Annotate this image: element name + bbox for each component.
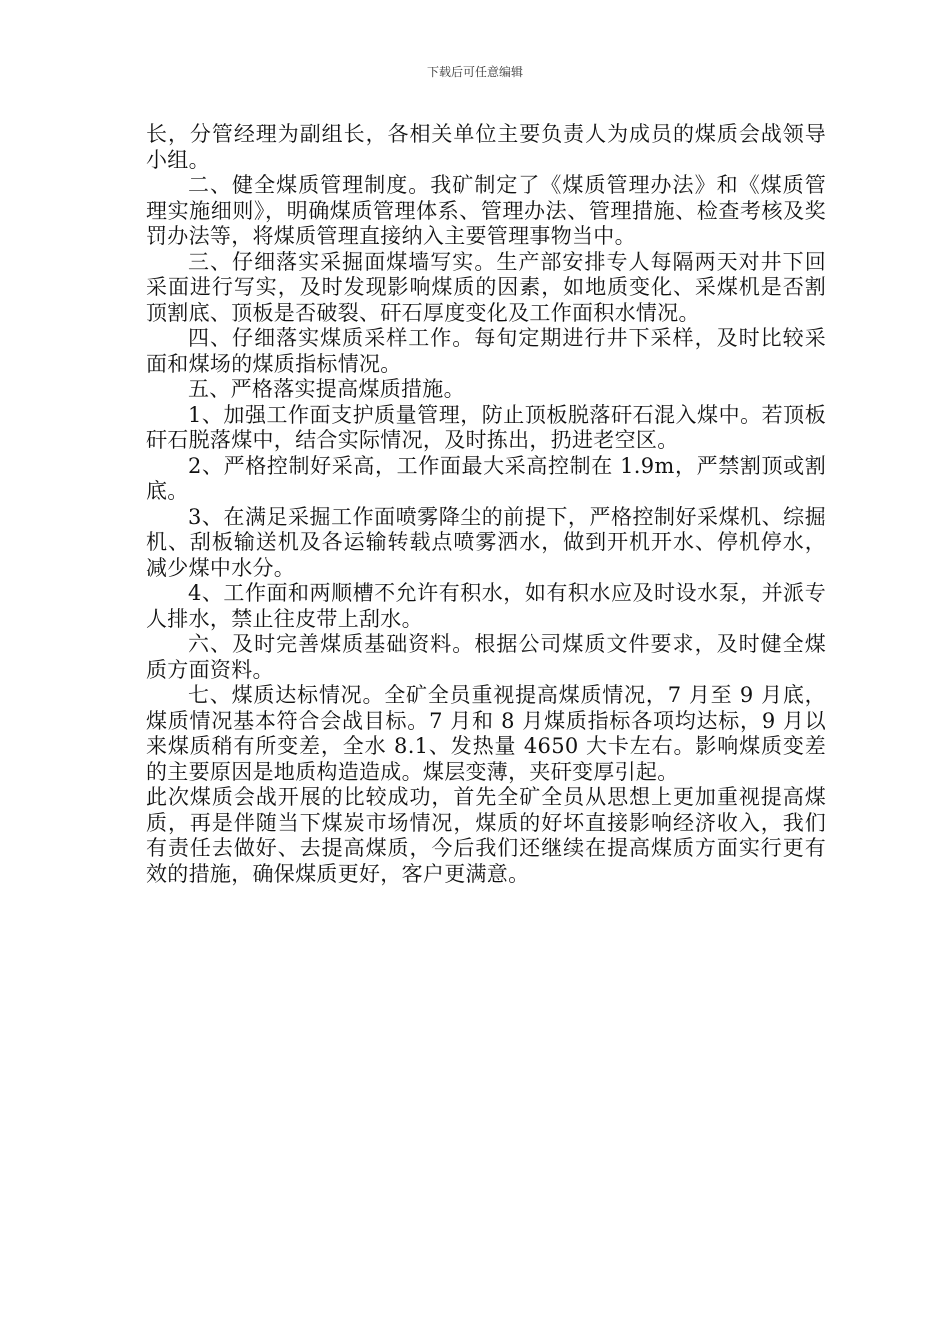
paragraph-measure-1: 1、加强工作面支护质量管理，防止顶板脱落矸石混入煤中。若顶板矸石脱落煤中，结合实际情况，及时拣出，扔进老空区。	[146, 402, 826, 452]
paragraph-sampling-work: 四、仔细落实煤质采样工作。每旬定期进行井下采样，及时比较采面和煤场的煤质指标情况。	[146, 326, 826, 376]
paragraph-compliance-status: 七、煤质达标情况。全矿全员重视提高煤质情况，7 月至 9 月底，煤质情况基本符合会战目标。7 月和 8 月煤质指标各项均达标，9 月以来煤质稍有所变差，全水 8.1、发热量 4650 大卡左右。影响煤质变差的主要原因是地质构造造成。煤层变薄，夹矸变厚引起。	[146, 683, 826, 784]
paragraph-conclusion: 此次煤质会战开展的比较成功，首先全矿全员从思想上更加重视提高煤质，再是伴随当下煤炭市场情况，煤质的好坏直接影响经济收入，我们有责任去做好、去提高煤质，今后我们还继续在提高煤质方面实行更有效的措施，确保煤质更好，客户更满意。	[146, 785, 826, 886]
paragraph-basic-data: 六、及时完善煤质基础资料。根据公司煤质文件要求，及时健全煤质方面资料。	[146, 632, 826, 682]
paragraph-coal-wall-record: 三、仔细落实采掘面煤墙写实。生产部安排专人每隔两天对井下回采面进行写实，及时发现影响煤质的因素，如地质变化、采煤机是否割顶割底、顶板是否破裂、矸石厚度变化及工作面积水情况。	[146, 249, 826, 325]
paragraph-management-system: 二、健全煤质管理制度。我矿制定了《煤质管理办法》和《煤质管理实施细则》，明确煤质管理体系、管理办法、管理措施、检查考核及奖罚办法等，将煤质管理直接纳入主要管理事物当中。	[146, 173, 826, 248]
paragraph-leading-committee: 长，分管经理为副组长，各相关单位主要负责人为成员的煤质会战领导小组。	[146, 122, 826, 172]
page-header: 下载后可任意编辑	[426, 65, 523, 79]
paragraph-quality-measures-heading: 五、严格落实提高煤质措施。	[188, 377, 465, 401]
paragraph-measure-4: 4、工作面和两顺槽不允许有积水，如有积水应及时设水泵，并派专人排水，禁止往皮带上刮水。	[146, 581, 826, 631]
document-body	[146, 122, 826, 887]
paragraph-measure-3: 3、在满足采掘工作面喷雾降尘的前提下，严格控制好采煤机、综掘机、刮板输送机及各运输转载点喷雾洒水，做到开机开水、停机停水，减少煤中水分。	[146, 504, 826, 580]
paragraph-measure-2: 2、严格控制好采高，工作面最大采高控制在 1.9m，严禁割顶或割底。	[146, 453, 826, 503]
